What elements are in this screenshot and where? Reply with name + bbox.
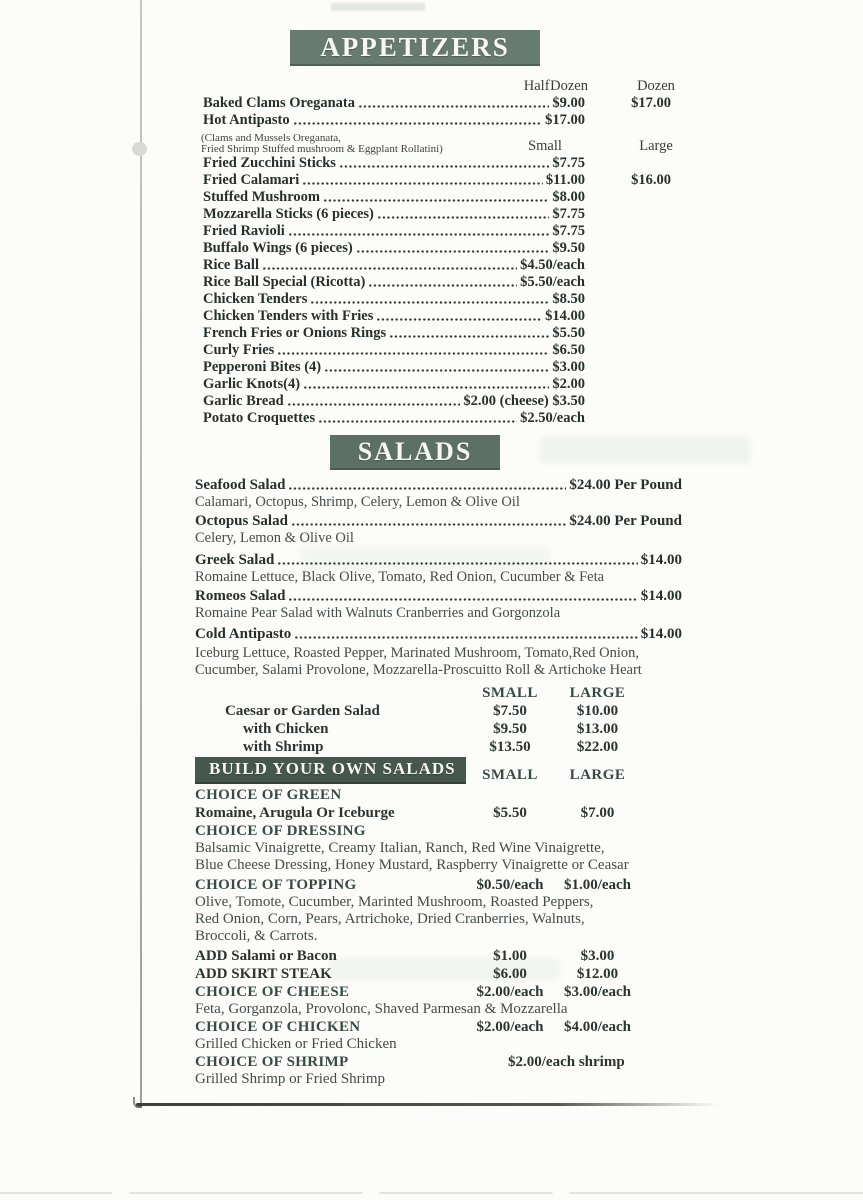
item-price-small: $5.50 bbox=[493, 805, 527, 821]
dozen-column-header: Dozen bbox=[637, 78, 675, 94]
menu-item-row bbox=[195, 626, 682, 643]
item-price: $17.00 bbox=[545, 112, 585, 128]
menu-item-row bbox=[195, 325, 722, 342]
dot-leader bbox=[302, 181, 543, 186]
item-price: $14.00 bbox=[545, 308, 585, 324]
item-price-large: $7.00 bbox=[580, 805, 615, 821]
small-column-header: Small bbox=[528, 138, 562, 154]
menu-item-row bbox=[195, 376, 722, 393]
menu-content bbox=[195, 0, 722, 1088]
item-price-large: $22.00 bbox=[576, 739, 619, 755]
menu-item-row bbox=[195, 588, 682, 605]
item-description: Calamari, Octopus, Shrimp, Celery, Lemon & Olive Oil bbox=[195, 494, 520, 510]
item-name: Chicken Tenders bbox=[203, 291, 308, 307]
item-price-small: $2.00/each bbox=[476, 1019, 544, 1035]
item-name: Curly Fries bbox=[203, 342, 275, 358]
item-name: Caesar or Garden Salad bbox=[225, 703, 380, 719]
menu-item-row bbox=[195, 359, 722, 376]
item-price-large: $1.00/each bbox=[563, 877, 632, 893]
dot-leader bbox=[368, 283, 517, 288]
menu-item-row bbox=[195, 393, 722, 410]
menu-item-row bbox=[195, 112, 722, 129]
item-name: Fried Zucchini Sticks bbox=[203, 155, 336, 171]
item-description: (Clams and Mussels Oreganata, Fried Shrimp Stuffed mushroom & Eggplant Rollatini) bbox=[201, 132, 443, 155]
menu-item-row bbox=[195, 240, 722, 257]
item-description: Grilled Chicken or Fried Chicken bbox=[195, 1036, 397, 1052]
menu-item-row bbox=[195, 477, 682, 494]
menu-item-row bbox=[195, 274, 722, 291]
dot-leader bbox=[310, 300, 549, 305]
menu-item-row bbox=[195, 965, 722, 983]
item-name: Chicken Tenders with Fries bbox=[203, 308, 374, 324]
dot-leader bbox=[288, 597, 637, 602]
item-price: $3.00 bbox=[552, 359, 585, 375]
add-salami-or-bacon-label: ADD Salami or Bacon bbox=[195, 948, 337, 964]
item-price: $8.50 bbox=[552, 291, 585, 307]
item-price: $2.50/each bbox=[520, 410, 585, 426]
large-column-header: LARGE bbox=[569, 767, 626, 783]
item-name: Mozzarella Sticks (6 pieces) bbox=[203, 206, 374, 222]
item-price-small: $0.50/each bbox=[476, 877, 544, 893]
item-price: $24.00 Per Pound bbox=[569, 513, 682, 529]
dot-leader bbox=[288, 486, 566, 491]
item-name: Hot Antipasto bbox=[203, 112, 290, 128]
dot-leader bbox=[356, 249, 550, 254]
page-bottom-edge bbox=[136, 1103, 718, 1106]
menu-item-row bbox=[195, 738, 722, 756]
menu-item-row bbox=[195, 552, 682, 569]
dot-leader bbox=[324, 368, 549, 373]
dot-leader bbox=[293, 121, 543, 126]
menu-item-row bbox=[195, 257, 722, 274]
menu-item-row bbox=[195, 702, 722, 720]
item-description: Romaine Lettuce, Black Olive, Tomato, Red Onion, Cucumber & Feta bbox=[195, 569, 605, 585]
item-name: Baked Clams Oreganata bbox=[203, 95, 355, 111]
menu-item-row bbox=[195, 513, 682, 530]
item-name: Pepperoni Bites (4) bbox=[203, 359, 322, 375]
size-table-header-row bbox=[195, 684, 722, 702]
item-price: $2.00/each shrimp bbox=[508, 1054, 625, 1070]
item-name: Garlic Knots(4) bbox=[203, 376, 301, 392]
dot-leader bbox=[287, 402, 461, 407]
choice-heading-row bbox=[195, 1053, 722, 1071]
item-name: French Fries or Onions Rings bbox=[203, 325, 387, 341]
appetizers-section-banner: APPETIZERS bbox=[290, 30, 540, 66]
menu-item-row bbox=[195, 947, 722, 965]
dot-leader bbox=[277, 561, 637, 566]
scan-artifact bbox=[132, 142, 147, 156]
dot-leader bbox=[358, 104, 549, 109]
item-name: Octopus Salad bbox=[195, 513, 288, 529]
item-price: $9.00 bbox=[552, 95, 585, 111]
choice-of-chicken-heading: CHOICE OF CHICKEN bbox=[195, 1019, 361, 1035]
item-name: Romaine, Arugula Or Iceburge bbox=[195, 805, 395, 821]
dot-leader bbox=[303, 385, 549, 390]
item-price-small: $1.00 bbox=[493, 948, 527, 964]
dot-leader bbox=[339, 164, 549, 169]
item-name: Buffalo Wings (6 pieces) bbox=[203, 240, 353, 256]
dot-leader bbox=[288, 232, 550, 237]
item-price: $5.50/each bbox=[520, 274, 585, 290]
item-name: Potato Croquettes bbox=[203, 410, 316, 426]
item-price: $4.50/each bbox=[520, 257, 585, 273]
item-price: $24.00 Per Pound bbox=[569, 477, 682, 493]
item-name: with Chicken bbox=[243, 721, 329, 737]
salads-section-banner: SALADS bbox=[330, 435, 500, 470]
item-price: $7.75 bbox=[552, 223, 585, 239]
item-price-large: $10.00 bbox=[576, 703, 619, 719]
item-price-small: $2.00/each bbox=[476, 984, 544, 1000]
menu-item-row bbox=[195, 308, 722, 325]
choice-of-green-heading: CHOICE OF GREEN bbox=[195, 787, 342, 803]
item-price-small: $6.00 bbox=[493, 966, 527, 982]
item-name: Stuffed Mushroom bbox=[203, 189, 320, 205]
item-description: Romaine Pear Salad with Walnuts Cranberries and Gorgonzola bbox=[195, 605, 561, 621]
item-price: $7.75 bbox=[552, 155, 585, 171]
choice-heading-row bbox=[195, 786, 722, 804]
item-price: $8.00 bbox=[552, 189, 585, 205]
item-price: $14.00 bbox=[640, 626, 682, 642]
menu-item-row bbox=[195, 720, 722, 738]
item-description: Celery, Lemon & Olive Oil bbox=[195, 530, 354, 546]
item-price: $2.00 bbox=[552, 376, 585, 392]
item-name: Greek Salad bbox=[195, 552, 275, 568]
item-price: $5.50 bbox=[552, 325, 585, 341]
half-dozen-column-header: Half Dozen bbox=[523, 78, 588, 94]
choice-of-dressing-heading: CHOICE OF DRESSING bbox=[195, 823, 366, 839]
dot-leader bbox=[323, 198, 549, 203]
menu-item-row bbox=[195, 342, 722, 359]
item-price-small: $13.50 bbox=[489, 739, 531, 755]
choice-of-shrimp-heading: CHOICE OF SHRIMP bbox=[195, 1054, 349, 1070]
large-column-header: LARGE bbox=[569, 685, 626, 701]
choice-of-topping-heading: CHOICE OF TOPPING bbox=[195, 877, 357, 893]
dot-leader bbox=[294, 635, 637, 640]
item-description: Cucumber, Salami Provolone, Mozzarella-Proscuitto Roll & Artichoke Heart bbox=[195, 662, 642, 678]
menu-item-row bbox=[195, 172, 722, 189]
dot-leader bbox=[291, 522, 566, 527]
item-description: Blue Cheese Dressing, Honey Mustard, Raspberry Vinaigrette or Ceasar bbox=[195, 857, 629, 873]
choice-heading-row bbox=[195, 876, 722, 894]
dot-leader bbox=[318, 419, 517, 424]
dot-leader bbox=[389, 334, 549, 339]
item-price-large: $3.00 bbox=[580, 948, 615, 964]
item-price: $6.50 bbox=[552, 342, 585, 358]
dot-leader bbox=[377, 215, 550, 220]
item-name: Fried Ravioli bbox=[203, 223, 285, 239]
item-description: Iceburg Lettuce, Roasted Pepper, Marinated Mushroom, Tomato,Red Onion, bbox=[195, 645, 640, 661]
item-name: Seafood Salad bbox=[195, 477, 286, 493]
item-name: Fried Calamari bbox=[203, 172, 300, 188]
dot-leader bbox=[376, 317, 542, 322]
menu-item-row bbox=[195, 223, 722, 240]
add-skirt-steak-label: ADD SKIRT STEAK bbox=[195, 966, 332, 982]
item-price-large: $4.00/each bbox=[563, 1019, 632, 1035]
appetizers-price-header-row bbox=[195, 78, 722, 95]
item-name: Garlic Bread bbox=[203, 393, 284, 409]
item-description: Balsamic Vinaigrette, Creamy Italian, Ranch, Red Wine Vinaigrette, bbox=[195, 840, 605, 856]
item-name: Romeos Salad bbox=[195, 588, 286, 604]
item-name: Rice Ball bbox=[203, 257, 259, 273]
choice-heading-row bbox=[195, 822, 722, 840]
item-price: $11.00 bbox=[545, 172, 585, 188]
item-price-large: $16.00 bbox=[631, 172, 671, 188]
item-description: Broccoli, & Carrots. bbox=[195, 928, 318, 944]
menu-item-row bbox=[195, 804, 722, 822]
menu-item-row bbox=[195, 206, 722, 223]
large-column-header: Large bbox=[639, 138, 673, 154]
item-price: $2.00 (cheese) $3.50 bbox=[463, 393, 585, 409]
item-price-dozen: $17.00 bbox=[631, 95, 671, 111]
item-price-small: $9.50 bbox=[493, 721, 527, 737]
item-price-large: $13.00 bbox=[576, 721, 619, 737]
menu-item-row bbox=[195, 189, 722, 206]
item-description: Red Onion, Corn, Pears, Artrichoke, Dried Cranberries, Walnuts, bbox=[195, 911, 585, 927]
item-name: Rice Ball Special (Ricotta) bbox=[203, 274, 366, 290]
build-your-own-header-row bbox=[195, 759, 722, 784]
choice-heading-row bbox=[195, 1018, 722, 1036]
item-description: Olive, Tomote, Cucumber, Marinted Mushroom, Roasted Peppers, bbox=[195, 894, 594, 910]
dot-leader bbox=[277, 351, 549, 356]
build-your-own-salads-banner: BUILD YOUR OWN SALADS bbox=[195, 757, 466, 784]
item-price-large: $12.00 bbox=[576, 966, 619, 982]
item-name: Cold Antipasto bbox=[195, 626, 292, 642]
item-price-small: $7.50 bbox=[493, 703, 527, 719]
menu-item-row bbox=[195, 155, 722, 172]
item-price-large: $3.00/each bbox=[563, 984, 632, 1000]
item-price: $14.00 bbox=[640, 588, 682, 604]
small-column-header: SMALL bbox=[482, 767, 538, 783]
choice-of-cheese-heading: CHOICE OF CHEESE bbox=[195, 984, 350, 1000]
dot-leader bbox=[262, 266, 517, 271]
item-price: $9.50 bbox=[552, 240, 585, 256]
menu-item-row bbox=[195, 95, 722, 112]
hot-antipasto-note-row bbox=[195, 129, 722, 155]
item-price: $7.75 bbox=[552, 206, 585, 222]
choice-heading-row bbox=[195, 983, 722, 1001]
item-description: Grilled Shrimp or Fried Shrimp bbox=[195, 1071, 385, 1087]
small-column-header: SMALL bbox=[482, 685, 538, 701]
menu-item-row bbox=[195, 291, 722, 308]
item-name: with Shrimp bbox=[243, 739, 324, 755]
menu-item-row bbox=[195, 410, 722, 427]
page-fold-edge bbox=[140, 0, 142, 1104]
scanner-edge-strip bbox=[0, 1192, 863, 1194]
item-description: Feta, Gorganzola, Provolonc, Shaved Parmesan & Mozzarella bbox=[195, 1001, 568, 1017]
item-price: $14.00 bbox=[640, 552, 682, 568]
